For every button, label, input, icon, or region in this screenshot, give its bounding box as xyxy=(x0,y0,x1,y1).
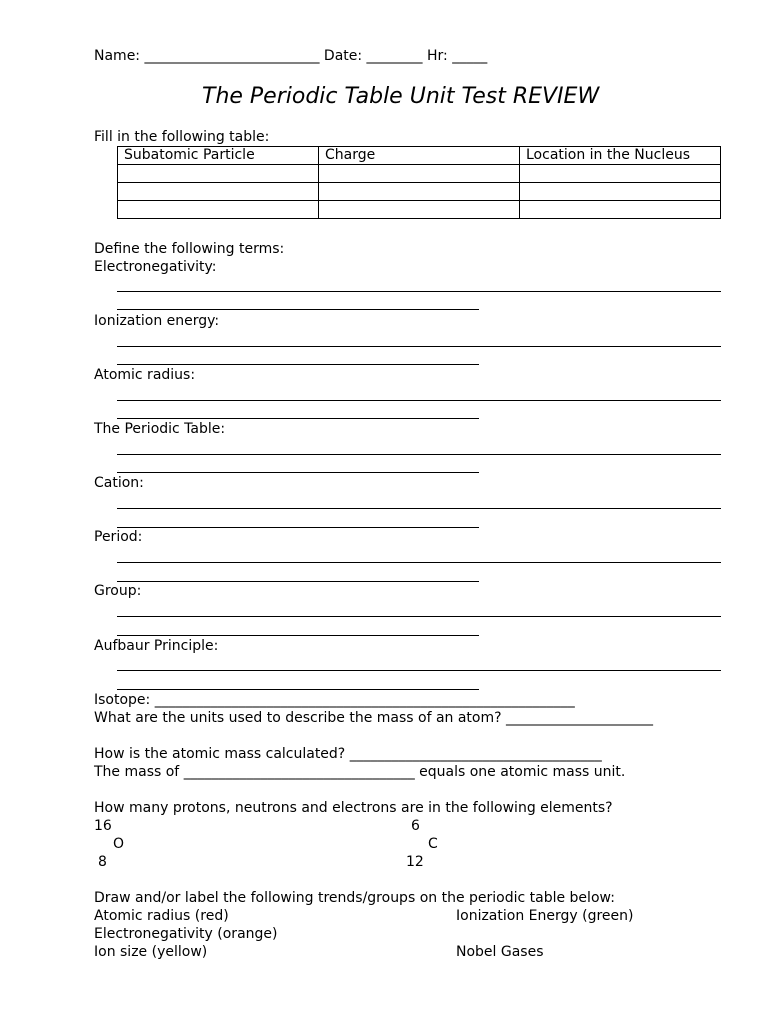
answer-line[interactable] xyxy=(117,309,479,310)
table-cell[interactable] xyxy=(319,201,520,219)
question-protons-neutrons: How many protons, neutrons and electrons are in the following elements? xyxy=(94,800,613,816)
trends-instruction: Draw and/or label the following trends/groups on the periodic table below: xyxy=(94,890,615,906)
trend-electronegativity: Electronegativity (orange) xyxy=(94,926,278,942)
table-cell[interactable] xyxy=(520,165,721,183)
table-row xyxy=(118,165,721,183)
trend-atomic-radius: Atomic radius (red) xyxy=(94,908,229,924)
term-isotope: Isotope: ____________________________________________________________ xyxy=(94,692,575,708)
trend-ion-size: Ion size (yellow) xyxy=(94,944,208,960)
question-mass-units: What are the units used to describe the mass of an atom? _____________________ xyxy=(94,710,654,726)
answer-line[interactable] xyxy=(117,689,479,690)
term-electronegativity: Electronegativity: xyxy=(94,259,217,275)
table-header-row xyxy=(118,147,721,165)
answer-line[interactable] xyxy=(117,291,721,292)
term-group: Group: xyxy=(94,583,142,599)
element-mass-number: 16 xyxy=(94,818,112,834)
table-cell[interactable] xyxy=(118,165,319,183)
trend-ionization-energy: Ionization Energy (green) xyxy=(456,908,634,924)
answer-line[interactable] xyxy=(117,400,721,401)
answer-line[interactable] xyxy=(117,527,479,528)
element-mass-number: 6 xyxy=(411,818,420,834)
column-header: Charge xyxy=(319,147,520,165)
table-cell[interactable] xyxy=(520,183,721,201)
question-mass-calculated: How is the atomic mass calculated? ____________________________________ xyxy=(94,746,602,762)
answer-line[interactable] xyxy=(117,472,479,473)
element-symbol: C xyxy=(428,836,438,852)
trend-noble-gases: Nobel Gases xyxy=(456,944,544,960)
question-mass-of: The mass of _________________________________ equals one atomic mass unit. xyxy=(94,764,626,780)
answer-line[interactable] xyxy=(117,454,721,455)
term-atomic-radius: Atomic radius: xyxy=(94,367,196,383)
term-cation: Cation: xyxy=(94,475,144,491)
answer-line[interactable] xyxy=(117,635,479,636)
table-cell[interactable] xyxy=(118,183,319,201)
column-header: Subatomic Particle xyxy=(118,147,319,165)
answer-line[interactable] xyxy=(117,562,721,563)
term-aufbau-principle: Aufbaur Principle: xyxy=(94,638,219,654)
subatomic-particle-table xyxy=(117,146,721,219)
answer-line[interactable] xyxy=(117,364,479,365)
column-header: Location in the Nucleus xyxy=(520,147,721,165)
name-date-hr-line: Name: _________________________ Date: ________ Hr: _____ xyxy=(94,48,488,64)
table-row xyxy=(118,183,721,201)
element-atomic-number: 8 xyxy=(98,854,107,870)
table-cell[interactable] xyxy=(319,183,520,201)
table-cell[interactable] xyxy=(520,201,721,219)
table-instruction: Fill in the following table: xyxy=(94,129,270,145)
definitions-instruction: Define the following terms: xyxy=(94,241,285,257)
answer-line[interactable] xyxy=(117,346,721,347)
element-atomic-number: 12 xyxy=(406,854,424,870)
element-symbol: O xyxy=(113,836,125,852)
term-ionization-energy: Ionization energy: xyxy=(94,313,220,329)
term-period: Period: xyxy=(94,529,143,545)
answer-line[interactable] xyxy=(117,616,721,617)
table-row xyxy=(118,201,721,219)
page-title: The Periodic Table Unit Test REVIEW xyxy=(202,84,600,109)
term-periodic-table: The Periodic Table: xyxy=(94,421,226,437)
table-cell[interactable] xyxy=(118,201,319,219)
answer-line[interactable] xyxy=(117,670,721,671)
answer-line[interactable] xyxy=(117,508,721,509)
table-cell[interactable] xyxy=(319,165,520,183)
answer-line[interactable] xyxy=(117,581,479,582)
answer-line[interactable] xyxy=(117,418,479,419)
